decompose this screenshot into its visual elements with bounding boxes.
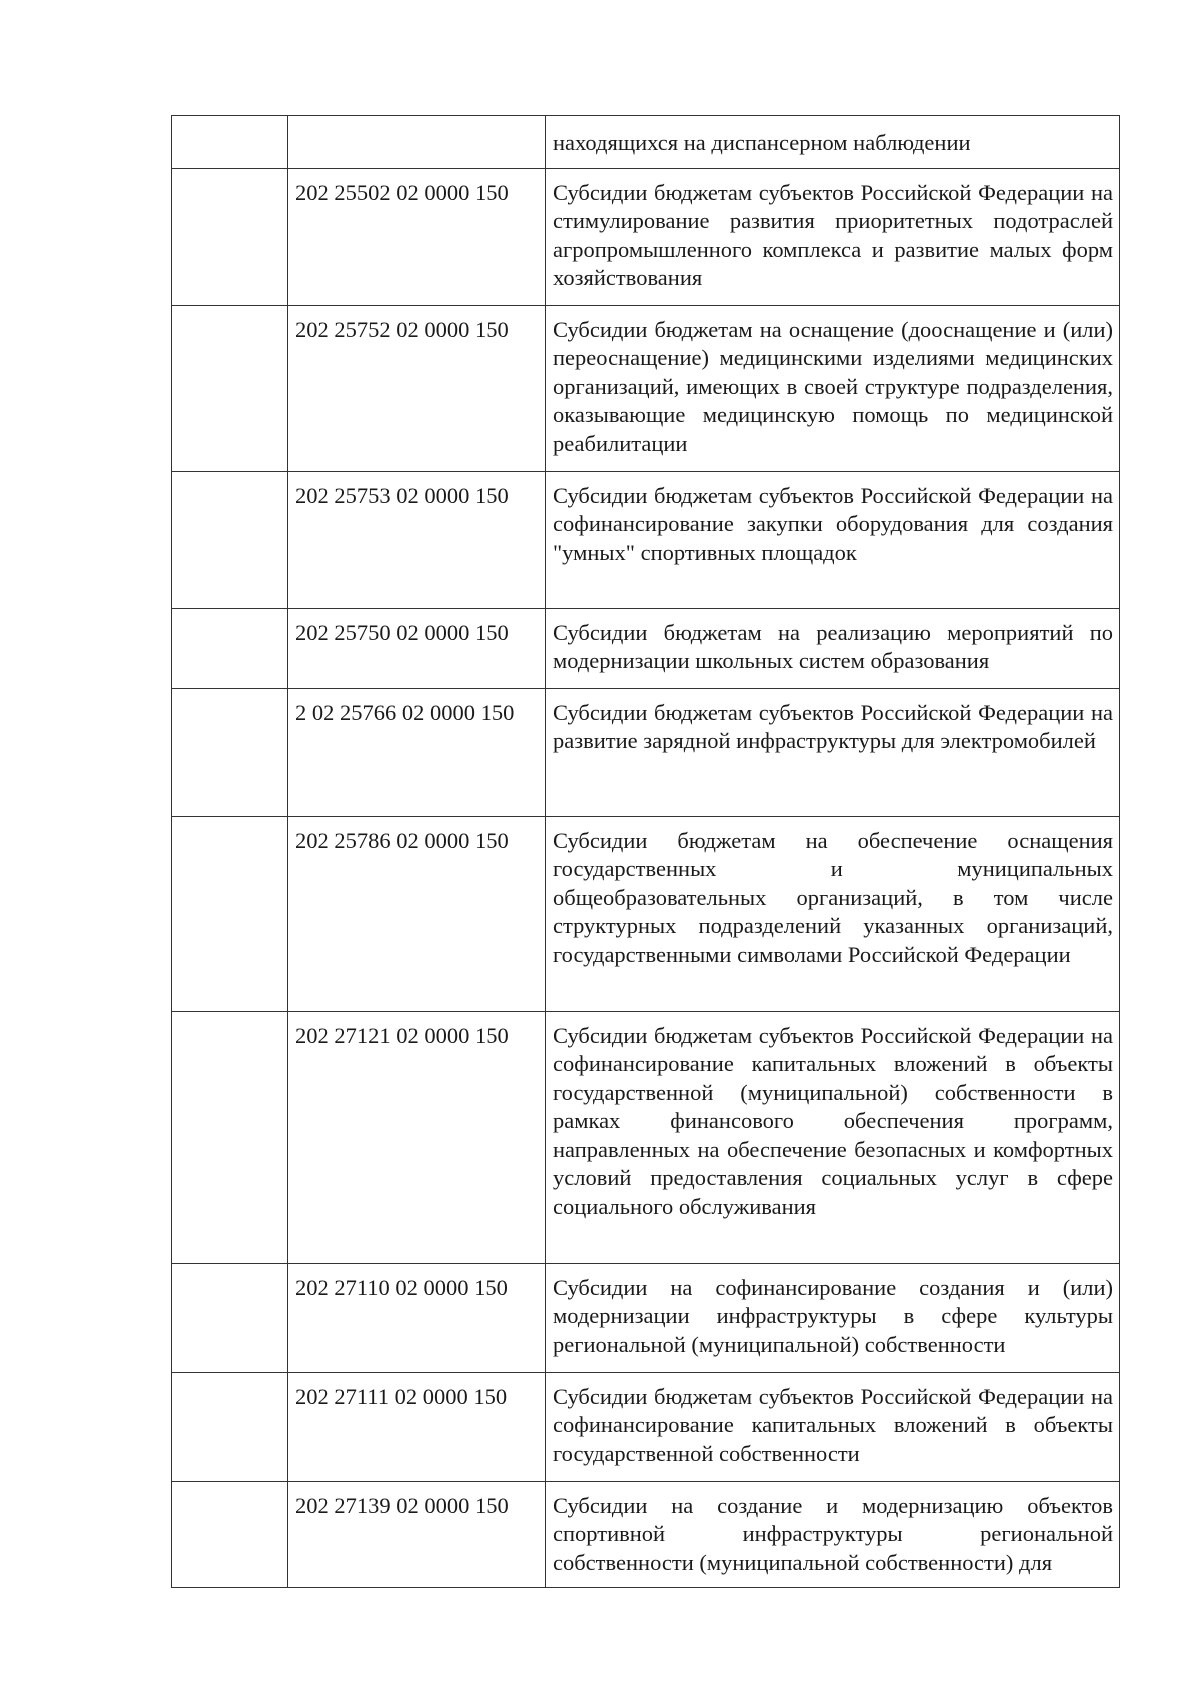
row-number-cell [172,168,288,305]
code-cell: 202 27139 02 0000 150 [288,1481,546,1587]
row-number-cell [172,471,288,608]
code-cell: 202 27121 02 0000 150 [288,1011,546,1263]
table-row [172,168,1120,305]
code-cell: 2 02 25766 02 0000 150 [288,688,546,816]
description-cell: Субсидии бюджетам субъектов Российской Федерации на стимулирование развития приоритетных подотраслей агропромышленного комплекса и развитие малых форм хозяйствования [546,168,1120,305]
table-row [172,116,1120,169]
description-cell: находящихся на диспансерном наблюдении [546,116,1120,169]
description-cell: Субсидии бюджетам субъектов Российской Федерации на софинансирование закупки оборудования для создания "умных" спортивных площадок [546,471,1120,608]
table-row [172,1263,1120,1372]
row-number-cell [172,688,288,816]
table-row [172,1372,1120,1481]
code-cell: 202 25753 02 0000 150 [288,471,546,608]
row-number-cell [172,1011,288,1263]
description-cell: Субсидии бюджетам субъектов Российской Федерации на софинансирование капитальных вложений в объекты государственной собственности [546,1372,1120,1481]
description-cell: Субсидии бюджетам субъектов Российской Федерации на софинансирование капитальных вложений в объекты государственной (муниципальной) собственности в рамках финансового обеспечения программ, направленных на обеспечение безопасных и комфортных условий предоставления социальных услуг в сфере социального обслуживания [546,1011,1120,1263]
table-row [172,305,1120,471]
description-cell: Субсидии на софинансирование создания и (или) модернизации инфраструктуры в сфере культуры региональной (муниципальной) собственности [546,1263,1120,1372]
row-number-cell [172,305,288,471]
code-cell [288,116,546,169]
description-cell: Субсидии бюджетам на реализацию мероприятий по модернизации школьных систем образования [546,608,1120,688]
table-row [172,1481,1120,1587]
row-number-cell [172,1481,288,1587]
row-number-cell [172,1372,288,1481]
description-cell: Субсидии бюджетам на оснащение (дооснащение и (или) переоснащение) медицинскими изделиями медицинских организаций, имеющих в своей структуре подразделения, оказывающие медицинскую помощь по медицинской реабилитации [546,305,1120,471]
table-row [172,1011,1120,1263]
code-cell: 202 25752 02 0000 150 [288,305,546,471]
table-row [172,816,1120,1011]
row-number-cell [172,816,288,1011]
table-row [172,471,1120,608]
description-cell: Субсидии бюджетам субъектов Российской Федерации на развитие зарядной инфраструктуры для электромобилей [546,688,1120,816]
budget-classification-table [171,115,1120,1588]
description-cell: Субсидии на создание и модернизацию объектов спортивной инфраструктуры региональной собственности (муниципальной собственности) для [546,1481,1120,1587]
code-cell: 202 25502 02 0000 150 [288,168,546,305]
code-cell: 202 27111 02 0000 150 [288,1372,546,1481]
row-number-cell [172,1263,288,1372]
code-cell: 202 25786 02 0000 150 [288,816,546,1011]
row-number-cell [172,608,288,688]
code-cell: 202 25750 02 0000 150 [288,608,546,688]
description-cell: Субсидии бюджетам на обеспечение оснащения государственных и муниципальных общеобразовательных организаций, в том числе структурных подразделений указанных организаций, государственными символами Российской Федерации [546,816,1120,1011]
table-row [172,608,1120,688]
code-cell: 202 27110 02 0000 150 [288,1263,546,1372]
table-row [172,688,1120,816]
row-number-cell [172,116,288,169]
